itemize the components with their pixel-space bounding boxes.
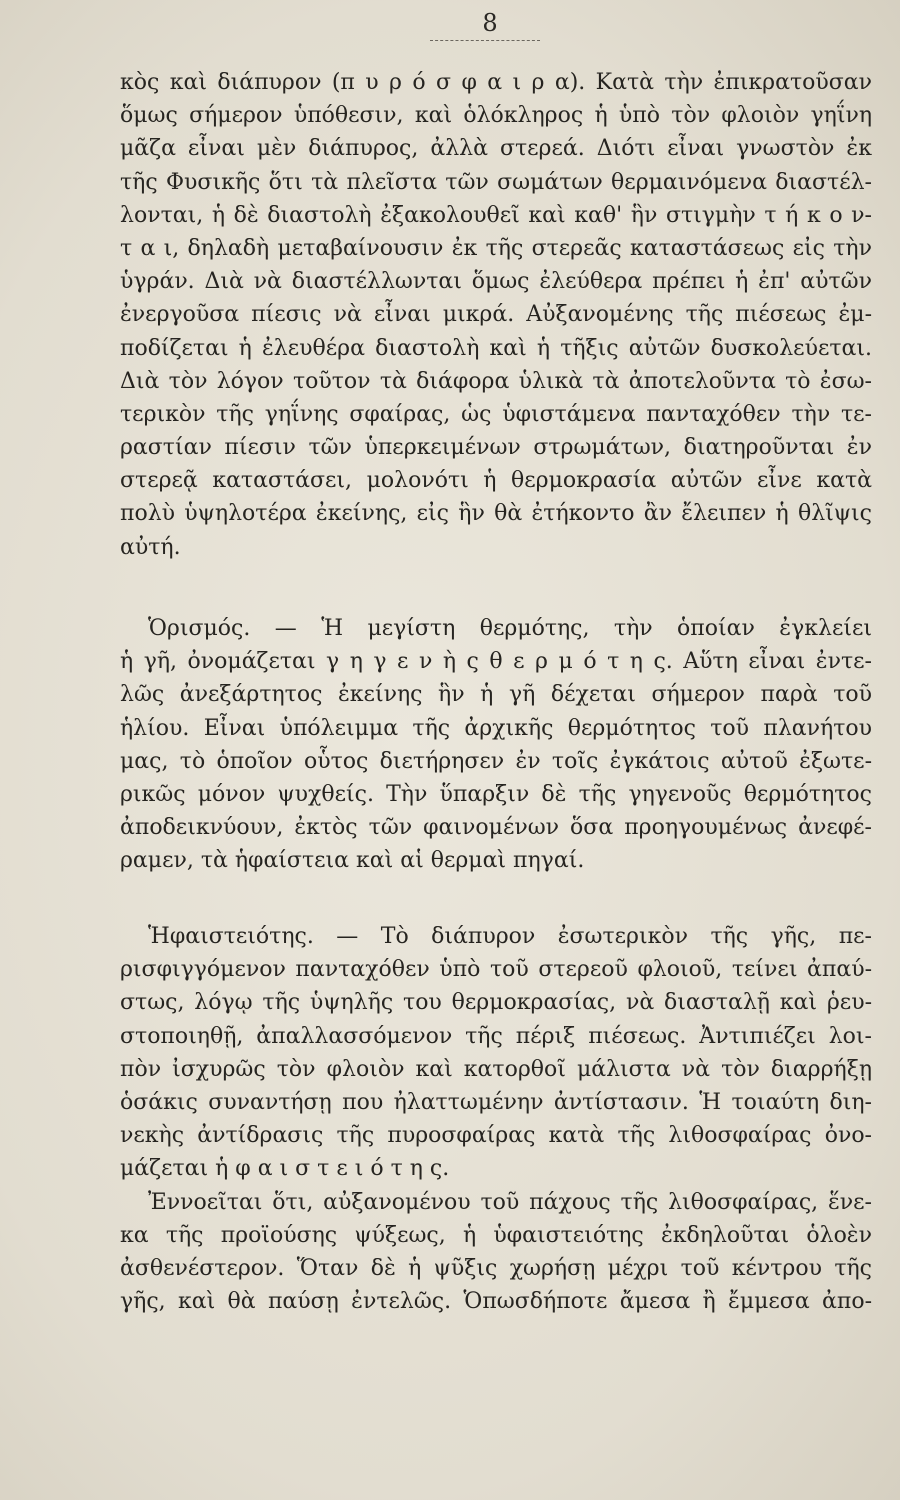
text-line: νεκὴς ἀντίδρασις τῆς πυροσφαίρας κατὰ τῆς λιθοσφαίρας ὀνο- (120, 1123, 872, 1149)
text-line: στως, λόγῳ τῆς ὑψηλῆς του θερμοκρασίας, νὰ διασταλῇ καὶ ῥευ- (120, 990, 872, 1016)
page-number: 8 (482, 9, 498, 37)
text-line: στοποιηθῇ, ἀπαλλασσόμενον τῆς πέριξ πιέσεως. Ἀντιπιέζει λοι- (120, 1023, 872, 1049)
text-line: ὅμως σήμερον ὑπόθεσιν, καὶ ὁλόκληρος ἡ ὑπὸ τὸν φλοιὸν γηΐνη (120, 103, 872, 129)
paragraph-pyrosphere (120, 66, 872, 564)
text-line: ὁσάκις συναντήσῃ που ἠλαττωμένην ἀντίστασιν. Ἡ τοιαύτη διη- (120, 1089, 872, 1115)
text-line: μάζεται ἡ φ α ι σ τ ε ι ό τ η ς. (120, 1156, 450, 1182)
page-number-rule (430, 40, 540, 41)
text-line: ἀποδεικνύουν, ἐκτὸς τῶν φαινομένων ὅσα προηγουμένως ἀνεφέ- (120, 815, 872, 841)
text-line: τῆς Φυσικῆς ὅτι τὰ πλεῖστα τῶν σωμάτων θερμαινόμενα διαστέλ- (120, 169, 872, 195)
text-line: μας, τὸ ὁποῖον οὗτος διετήρησεν ἐν τοῖς ἐγκάτοις αὐτοῦ ἐξωτε- (120, 748, 872, 774)
paragraph-volcanism (120, 920, 872, 1318)
text-line: μᾶζα εἶναι μὲν διάπυρος, ἀλλὰ στερεά. Διότι εἶναι γνωστὸν ἐκ (120, 136, 872, 162)
text-line: λονται, ἡ δὲ διαστολὴ ἐξακολουθεῖ καὶ καθ' ἣν στιγμὴν τ ή κ ο ν- (120, 202, 872, 228)
text-line: τ α ι, δηλαδὴ μεταβαίνουσιν ἐκ τῆς στερεᾶς καταστάσεως εἰς τὴν (120, 235, 872, 261)
text-line: ραστίαν πίεσιν τῶν ὑπερκειμένων στρωμάτων, διατηροῦνται ἐν (120, 435, 872, 461)
text-line: ἡλίου. Εἶναι ὑπόλειμμα τῆς ἀρχικῆς θερμότητος τοῦ πλανήτου (120, 715, 872, 741)
text-line: ρικῶς μόνον ψυχθείς. Τὴν ὕπαρξιν δὲ τῆς γηγενοῦς θερμότητος (120, 781, 872, 807)
text-line: ἐνεργοῦσα πίεσις νὰ εἶναι μικρά. Αὐξανομένης τῆς πιέσεως ἐμ- (120, 302, 872, 328)
text-line: κα τῆς προϊούσης ψύξεως, ἡ ὑφαιστειότης ἐκδηλοῦται ὁλοὲν (120, 1222, 872, 1248)
text-line: ἀσθενέστερον. Ὅταν δὲ ἡ ψῦξις χωρήσῃ μέχρι τοῦ κέντρου τῆς (120, 1255, 872, 1281)
text-line: ἡ γῆ, ὀνομάζεται γ η γ ε ν ὴ ς θ ε ρ μ ό τ η ς. Αὕτη εἶναι ἐντε- (120, 649, 872, 675)
text-line: πὸν ἰσχυρῶς τὸν φλοιὸν καὶ κατορθοῖ μάλιστα νὰ τὸν διαρρήξῃ (120, 1056, 872, 1082)
text-line: στερεᾷ καταστάσει, μολονότι ἡ θερμοκρασία αὐτῶν εἶνε κατὰ (120, 468, 872, 494)
text-line: ρισφιγγόμενον πανταχόθεν ὑπὸ τοῦ στερεοῦ φλοιοῦ, τείνει ἀπαύ- (120, 957, 872, 983)
text-line: λῶς ἀνεξάρτητος ἐκείνης ἣν ἡ γῆ δέχεται σήμερον παρὰ τοῦ (120, 682, 872, 708)
section-heading-line: Ἡφαιστειότης. — Τὸ διάπυρον ἐσωτερικὸν τῆς γῆς, πε- (148, 924, 872, 949)
text-line: Ἐννοεῖται ὅτι, αὐξανομένου τοῦ πάχους τῆς λιθοσφαίρας, ἕνε- (148, 1189, 872, 1215)
text-line: κὸς καὶ διάπυρον (π υ ρ ό σ φ α ι ρ α). Κατὰ τὴν ἐπικρατοῦσαν (120, 70, 872, 95)
text-line: ραμεν, τὰ ἡφαίστεια καὶ αἱ θερμαὶ πηγαί. (120, 848, 585, 874)
text-line: αὐτή. (120, 534, 181, 560)
text-line: τερικὸν τῆς γηΐνης σφαίρας, ὡς ὑφιστάμενα πανταχόθεν τὴν τε- (120, 401, 872, 427)
text-line: πολὺ ὑψηλοτέρα ἐκείνης, εἰς ἣν θὰ ἐτήκοντο ἂν ἔλειπεν ἡ θλῖψις (120, 501, 872, 527)
paragraph-definition (120, 612, 872, 878)
text-line: ποδίζεται ἡ ἐλευθέρα διαστολὴ καὶ ἡ τῆξις αὐτῶν δυσκολεύεται. (120, 335, 872, 361)
text-line: γῆς, καὶ θὰ παύσῃ ἐντελῶς. Ὁπωσδήποτε ἄμεσα ἢ ἔμμεσα ἀπο- (120, 1289, 872, 1315)
section-heading-line: Ὁρισμός. — Ἡ μεγίστη θερμότης, τὴν ὁποίαν ἐγκλείει (148, 616, 872, 641)
text-line: ὑγράν. Διὰ νὰ διαστέλλωνται ὅμως ἐλεύθερα πρέπει ἡ ἐπ' αὐτῶν (120, 269, 872, 295)
text-line: Διὰ τὸν λόγον τοῦτον τὰ διάφορα ὑλικὰ τὰ ἀποτελοῦντα τὸ ἐσω- (120, 368, 872, 394)
